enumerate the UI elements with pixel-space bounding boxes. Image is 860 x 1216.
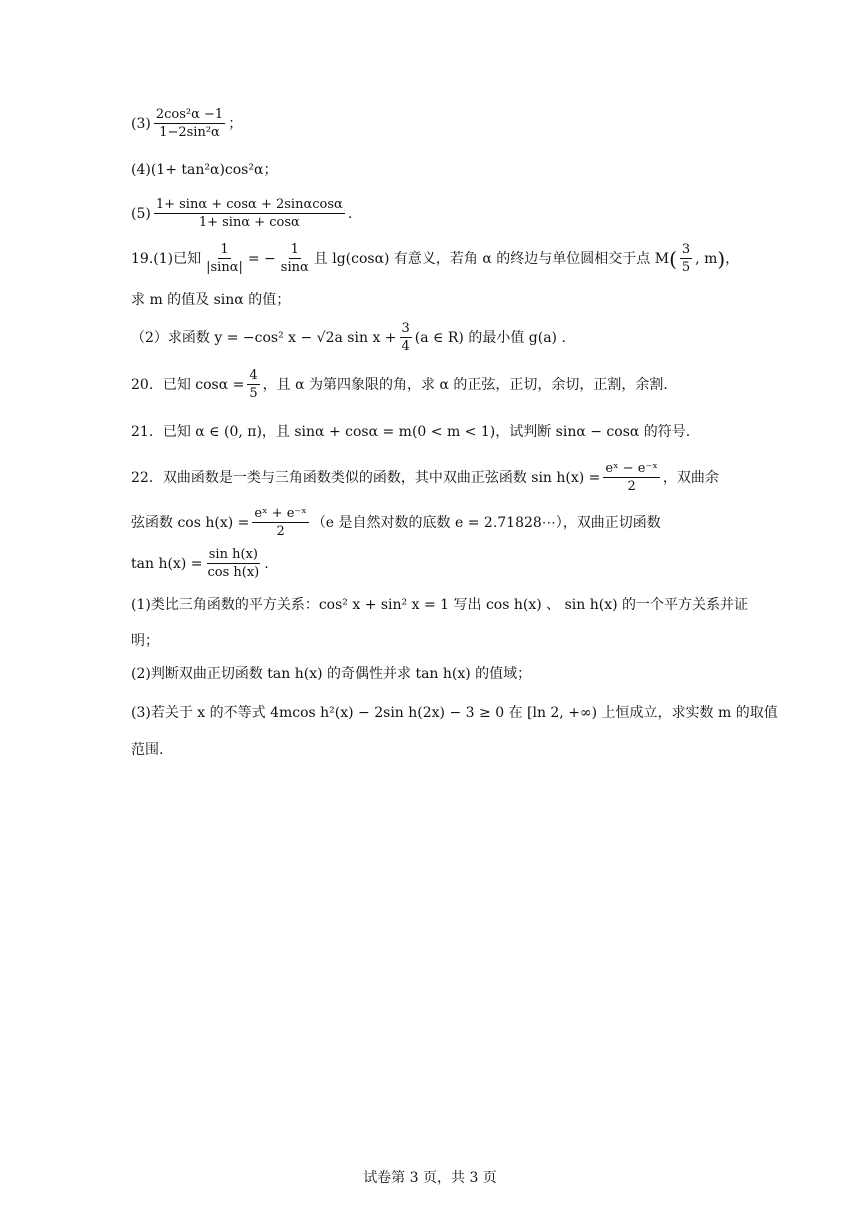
fraction-denominator: 1−2sin²α — [159, 125, 220, 140]
fraction-denominator: cos h(x) — [207, 565, 260, 580]
fraction-denominator: sinα — [280, 260, 309, 275]
fraction-numerator: 1 — [290, 242, 299, 257]
question-text: tan h(x) = — [131, 555, 203, 572]
item-label: (3) — [131, 115, 151, 132]
paren-close: ) — [717, 246, 726, 271]
q19-line1 — [131, 243, 739, 274]
question-text: 求 m 的值及 sinα 的值； — [131, 292, 291, 308]
q22-sub1 — [131, 598, 748, 612]
fraction — [279, 243, 311, 274]
q22-sub2 — [131, 667, 531, 681]
question-text: 求函数 y = −cos² x − √2a sin x + — [167, 329, 397, 346]
fraction-numerator: sin h(x) — [208, 547, 258, 562]
q18-item3 — [131, 108, 242, 139]
question-text: (2)判断双曲正切函数 tan h(x) 的奇偶性并求 tan h(x) 的值域； — [131, 666, 532, 682]
fraction — [400, 322, 412, 353]
item-label: (5) — [131, 205, 151, 222]
punctuation: . — [264, 555, 269, 572]
fraction — [154, 198, 345, 229]
fraction — [154, 108, 225, 139]
fraction-denominator: 5 — [249, 386, 258, 401]
question-text: 明； — [131, 633, 159, 649]
punctuation: ， — [725, 250, 740, 267]
question-text: (1)类比三角函数的平方关系：cos² x + sin² x = 1 写出 cos h(x) 、 sin h(x) 的一个平方关系并证 — [131, 597, 749, 613]
fraction-denominator: 5 — [681, 260, 691, 275]
question-text: ，且 α 为第四象限的角，求 α 的正弦，正切，余切，正割，余割. — [262, 376, 668, 393]
q19-part2 — [131, 322, 566, 353]
fraction — [252, 507, 308, 538]
q22-line1 — [131, 462, 719, 493]
q22-line2 — [131, 507, 661, 538]
question-text: 已知 — [173, 250, 202, 267]
question-text: 且 lg(cosα) 有意义，若角 α 的终边与单位圆相交于点 M — [313, 250, 670, 267]
q19-line2 — [131, 293, 290, 307]
fraction-numerator: eˣ − e⁻ˣ — [605, 461, 658, 476]
question-text: 21．已知 α ∈ (0, π)，且 sinα + cosα = m(0 < m < 1)，试判断 sinα − cosα 的符号. — [131, 424, 691, 440]
fraction-denominator: 4 — [401, 339, 410, 354]
q20 — [131, 369, 668, 400]
math-operator: = − — [247, 250, 276, 267]
fraction-denominator: |sinα| — [206, 260, 243, 275]
q22-sub3 — [131, 706, 778, 720]
math-expression: , m — [695, 250, 718, 267]
fraction-numerator: 3 — [681, 242, 691, 257]
question-text: 22．双曲函数是一类与三角函数类似的函数，其中双曲正弦函数 sin h(x) = — [131, 469, 601, 486]
punctuation: ； — [228, 115, 243, 132]
math-expression: (1+ tan²α)cos²α — [150, 162, 264, 178]
fraction — [247, 369, 259, 400]
fraction-numerator: eˣ + e⁻ˣ — [254, 506, 307, 521]
fraction — [205, 548, 261, 579]
fraction-numerator: 2cos²α −1 — [155, 107, 224, 122]
fraction — [680, 243, 692, 274]
paren-open: ( — [669, 246, 677, 271]
part-label: (1) — [153, 250, 174, 267]
question-text: 弦函数 cos h(x) = — [131, 514, 250, 531]
q22-sub3-cont — [131, 743, 163, 757]
fraction-denominator: 2 — [627, 479, 636, 494]
fraction-numerator: 1+ sinα + cosα + 2sinαcosα — [155, 197, 343, 212]
q21 — [131, 425, 690, 439]
q18-item4 — [131, 163, 277, 177]
part-label: （2） — [131, 329, 168, 346]
fraction-numerator: 4 — [249, 368, 258, 383]
fraction-denominator: 1+ sinα + cosα — [198, 215, 300, 230]
q22-sub1-cont — [131, 634, 159, 648]
question-text: (3)若关于 x 的不等式 4mcos h²(x) − 2sin h(2x) − 3 ≥ 0 在 [ln 2, +∞) 上恒成立，求实数 m 的取值 — [131, 705, 778, 721]
fraction-denominator: 2 — [276, 524, 285, 539]
punctuation: . — [347, 205, 353, 222]
fraction — [603, 462, 659, 493]
question-text: 范围. — [131, 742, 164, 758]
q18-item5 — [131, 198, 352, 229]
question-text: 20．已知 cosα = — [131, 376, 245, 393]
q22-line3 — [131, 548, 269, 579]
fraction — [204, 243, 245, 274]
item-label: (4) — [131, 162, 151, 178]
fraction-numerator: 1 — [220, 242, 229, 257]
page-footer: 试卷第 3 页，共 3 页 — [363, 1170, 497, 1186]
punctuation: ； — [263, 162, 278, 178]
question-text: ，双曲余 — [662, 469, 719, 486]
question-text: (a ∈ R) 的最小值 g(a) . — [414, 329, 566, 346]
fraction-numerator: 3 — [401, 321, 410, 336]
question-number: 19. — [131, 250, 154, 267]
question-text: （e 是自然对数的底数 e = 2.71828⋯），双曲正切函数 — [311, 514, 661, 531]
